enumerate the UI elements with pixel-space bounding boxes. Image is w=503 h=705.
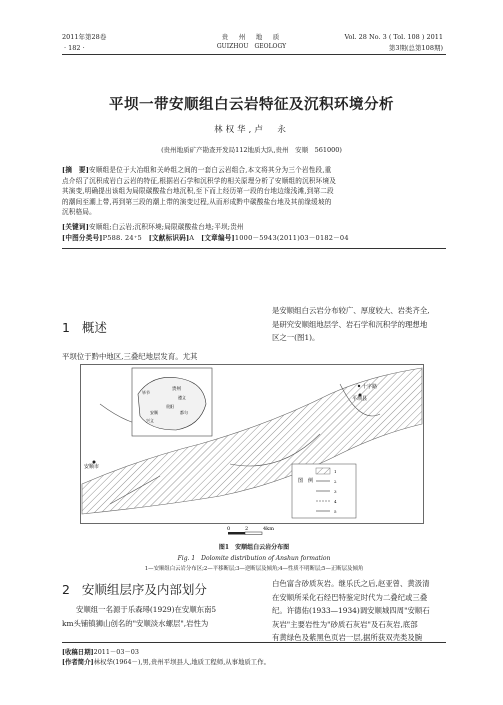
inset-label-anshun: 安顺 — [150, 410, 158, 415]
page-number: · 182 · — [64, 44, 85, 52]
inset-label-guizhou: 贵州 — [172, 387, 181, 392]
footnote-received: [收稿日期]2011－03－03 — [62, 648, 139, 656]
article-number: 1000－5943(2011)03－0182－04 — [234, 234, 349, 242]
svg-text:4: 4 — [334, 499, 337, 504]
legend-title: 图 例 — [298, 478, 314, 484]
abstract-line-3: 其演变,明确提出该组为局限碳酸盐台地沉积,至下而上经历第一段的台地边缘浅滩,到第二段 — [62, 187, 334, 196]
keywords — [62, 222, 446, 233]
section-2-left-para: 安顺组一名源于乐森璕(1929)在安顺东南5 km头铺镇狮山创名的"安顺淡水螺层",岩性为 — [62, 605, 217, 628]
section-1-heading: 1 概述 — [62, 320, 107, 335]
svg-text:4km: 4km — [263, 526, 274, 532]
volume-info: Vol. 28 No. 3 ( Tol. 108 ) 2011 — [344, 33, 443, 41]
svg-text:0: 0 — [227, 526, 231, 532]
abstract-label: [摘 要] — [62, 166, 90, 174]
section-1-right-para: 是安顺组白云岩分布较广、厚度较大、岩类齐全, 是研究安顺组地层学、岩石学和沉积学的理想地 区之一(图1)。 — [272, 306, 430, 342]
svg-text:2: 2 — [334, 479, 337, 484]
dolomite-distribution-map — [80, 364, 424, 524]
scale-bar — [225, 525, 285, 537]
figure-caption-en: Fig. 1 Dolomite distribution of Anshun formation — [177, 555, 331, 562]
map-legend — [292, 464, 356, 518]
inset-label-duyun: 都匀 — [180, 410, 188, 415]
footnote-rule — [62, 642, 446, 643]
figure-caption-cn: 图1 安顺组白云岩分布图 — [218, 544, 290, 551]
inset-label-xingyi: 兴义 — [146, 418, 154, 423]
doc-code: A — [189, 234, 195, 242]
svg-text:3: 3 — [334, 489, 337, 494]
place-shizizhen: 十字路 — [362, 384, 378, 390]
footnote-author: [作者简介]林权华(1964－),男,贵州平坝县人,地质工程师,从事地质工作。 — [62, 658, 270, 666]
abstract — [62, 165, 446, 218]
journal-year-volume: 2011年第28卷 — [62, 33, 107, 41]
svg-text:1: 1 — [334, 469, 337, 474]
section-2-heading: 2 安顺组层序及内部划分 — [62, 582, 207, 597]
place-pingba: 平坝县 — [352, 396, 368, 402]
affiliation: (贵州地质矿产勘查开发局112地质大队,贵州 安顺 561000) — [161, 146, 342, 154]
section-2-right-para: 白色富含砂质灰岩。继乐氏之后,赵亚曾、黄汲清 在安顺所采化石经巴特鉴定时代为二叠纪或三叠 纪。许德佑(1933—1934)调安顺城四周"安顺石 灰岩"主要岩性为"砂质石灰岩"及石灰岩,底部 有黄绿色及紫黑色页岩一层,据所获双壳类及腕 — [272, 579, 430, 642]
paper-title: 平坝一带安顺组白云岩特征及沉积环境分析 — [109, 96, 394, 113]
abstract-line-5: 沉积格局。 — [62, 208, 96, 217]
svg-text:2: 2 — [245, 526, 249, 532]
authors: 林权华,卢 永 — [214, 125, 289, 135]
svg-text:5: 5 — [334, 509, 337, 514]
inset-label-bijie: 毕节 — [142, 390, 150, 395]
journal-name-cn: 贵 州 地 质 — [221, 33, 282, 41]
place-anshun: 安顺市 — [84, 464, 100, 470]
clc-number: P588. 24⁺5 — [102, 234, 142, 242]
abstract-line-1: [摘 要]安顺组是位于大冶组和关岭组之间的一套白云岩组合,本文将其分为三个岩性段,重 — [62, 166, 332, 174]
section-1-left-para: 平坝位于黔中地区,三叠纪地层发育。尤其 — [62, 352, 198, 361]
keywords-text: 安顺组;白云岩;沉积环境;局限碳酸盐台地;平坝;贵州 — [89, 223, 244, 231]
abstract-rule — [62, 248, 446, 249]
journal-name-en: GUIZHOU GEOLOGY — [216, 43, 287, 50]
guizhou-inset-map — [132, 368, 212, 436]
header-rule — [62, 54, 446, 55]
abstract-line-2: 点介绍了沉积成岩白云岩的特征,根据岩石学和沉积学的相关原理分析了安顺组的沉积环境及 — [62, 176, 337, 185]
inset-label-zunyi: 遵义 — [178, 395, 186, 400]
inset-label-guiyang: 贵阳 — [166, 404, 174, 409]
issue-info: 第3期(总第108期) — [388, 44, 443, 52]
classification: [中图分类号]P588. 24⁺5 [文献标识码]A [文章编号]1000－5943(2011)03－0182－04 — [62, 234, 349, 242]
keywords-label: [关键词] — [62, 223, 90, 231]
figure-legend-text: 1—安顺组白云岩分布区;2—平移断层;3—逆断层及倾角;4—性质不明断层;5—正断层及倾角 — [144, 566, 364, 572]
abstract-line-4: 的潮间至潮上带,再到第三段的潮上带的演变过程,从而形成黔中碳酸盐台地及其前缘缓坡的 — [62, 197, 332, 206]
